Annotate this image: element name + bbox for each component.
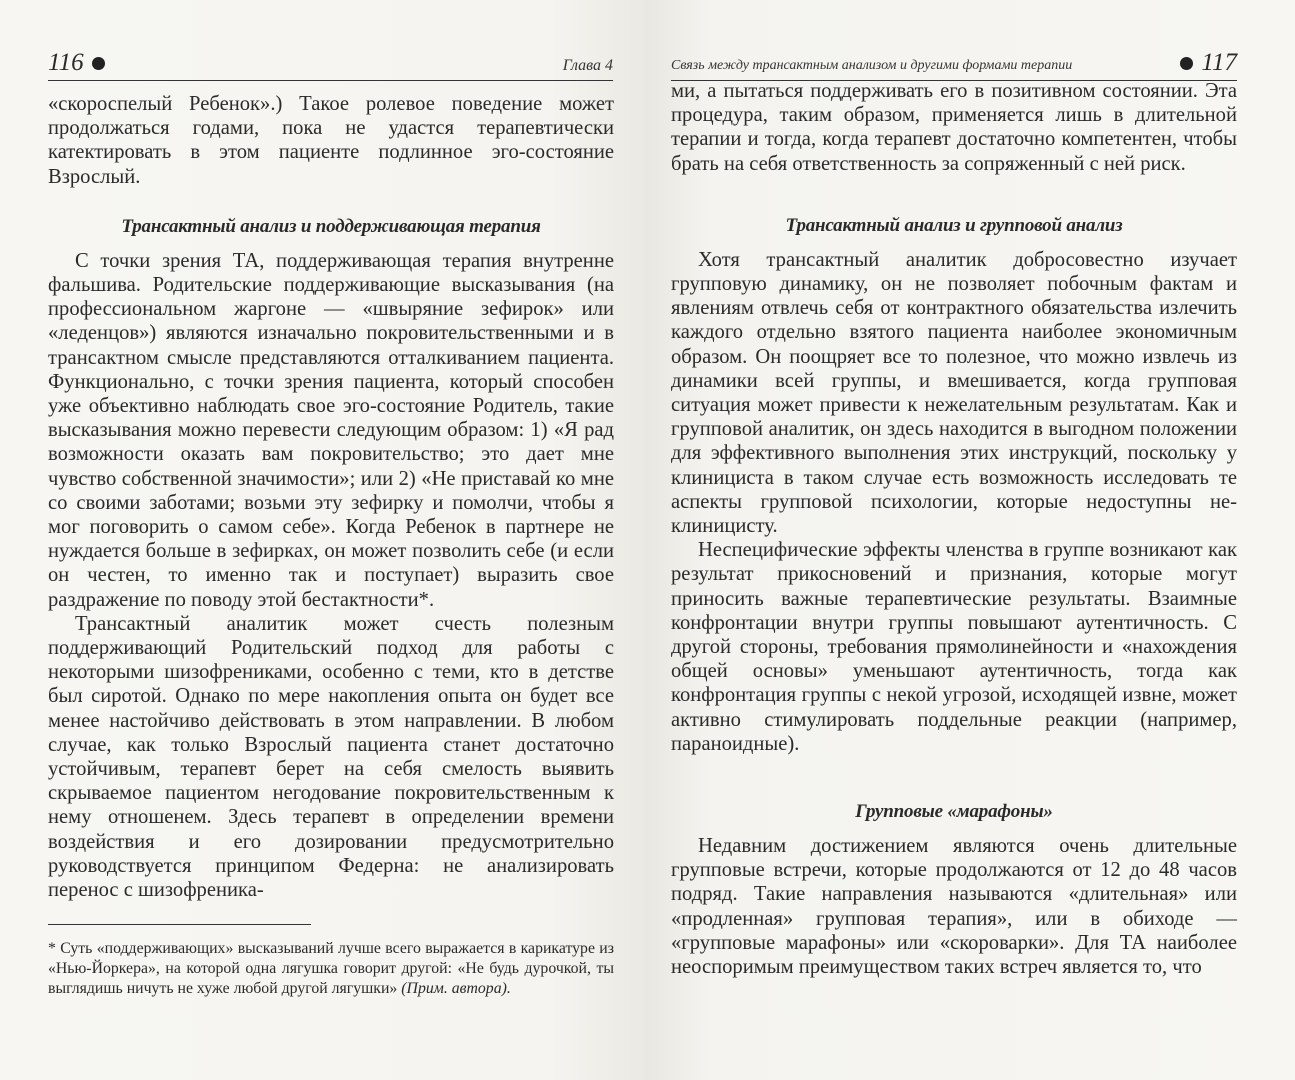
- bullet-icon: [1180, 57, 1193, 70]
- section-heading: Групповые «марафоны»: [855, 801, 1053, 823]
- paragraph: С точки зрения ТА, поддерживающая терапия внутренне фальшива. Родительские поддерживающие высказывания (на профессиональном жаргоне — «швыряние зефирок» или «леденцов») являются изначально покровительственными и в трансактном смысле представляются отталкиванием пациента. Функционально, с точки зрения пациента, который способен уже объективно наблюдать свое эго-состояние Родитель, такие высказывания можно перевести следующим образом: 1) «Я рад возможности оказать вам покровительство; это дает мне чувство собственной значимости»; или 2) «Не приставай ко мне со своими заботами; возьми эту зефирку и помолчи, чтобы я мог поговорить о самом себе». Когда Ребенок в партнере не нуждается больше в зефирках, он может позволить себе (и если он честен, то именно так и поступает) выразить свое раздражение по поводу этой бестактности*.: [48, 249, 614, 611]
- paragraph: Недавним достижением являются очень длительные групповые встречи, которые продолжаются от 12 до 48 часов подряд. Такие направления называются «длительная» или «продленная» групповая терапия», или в обиходе — «групповые марафоны» или «скороварки». Для ТА наиболее неоспоримым преимуществом таких встреч является то, что: [671, 835, 1237, 979]
- right-flow: [671, 79, 1237, 1050]
- left-page: [0, 0, 645, 1080]
- chapter-title: Глава 4: [562, 57, 613, 74]
- opening-paragraph: «скороспелый Ребенок».) Такое ролевое поведение может продолжаться годами, пока не удастся терапевтически катектировать в этом пациенте подлинное эго-состояние Взрослый.: [48, 93, 614, 188]
- right-body-text: [671, 79, 1237, 979]
- footnote-block: [48, 924, 614, 999]
- page-number-right: 117: [1180, 49, 1237, 80]
- running-section-title: Связь между трансактным анализом и другими формами терапии: [671, 58, 1073, 73]
- right-page: [645, 0, 1295, 1080]
- left-body-text: [48, 92, 614, 902]
- left-flow: [48, 92, 614, 1050]
- right-running-head: [671, 44, 1237, 81]
- footnote-text: * Суть «поддерживающих» высказываний лучше всего выражается в карикатуре из «Нью-Йоркера», на которой одна лягушка говорит другой: «Не будь дурочкой, ты выглядишь ничуть не хуже любой другой лягушки»: [48, 940, 614, 998]
- page-number-left: 116: [48, 49, 105, 80]
- bullet-icon: [92, 57, 105, 70]
- footnote-divider: [48, 924, 311, 925]
- footnote: [48, 939, 614, 999]
- paragraph: Неспецифические эффекты членства в группе возникают как результат прикосновений и признания, которые могут приносить важные терапевтические результаты. Взаимные конфронтации внутри группы повышают аутентичность. С другой стороны, требования прямолинейности и «нахождения общей основы» уменьшают аутентичность, тогда как конфронтация группы с некой угрозой, исходящей извне, может активно стимулировать поддельные реакции (например, параноидные).: [671, 539, 1237, 755]
- footnote-attribution: (Прим. автора).: [401, 980, 511, 998]
- section-heading: Трансактный анализ и групповой анализ: [785, 214, 1123, 236]
- section-heading: Трансактный анализ и поддерживающая терапия: [121, 215, 541, 237]
- left-running-head: [48, 44, 613, 81]
- paragraph: Хотя трансактный аналитик добросовестно изучает групповую динамику, он не позволяет побочным фактам и явлениям отвлечь себя от контрактного обязательства излечить каждого отдельно взятого пациента наиболее экономичным образом. Он поощряет все то полезное, что можно извлечь из динамики всей группы, и вмешивается, когда групповая ситуация может привести к нежелательным результатам. Как и групповой аналитик, он здесь находится в выгодном положении для эффективного выполнения этих инструкций, поскольку у клинициста в таком случае есть возможность исследовать те аспекты групповой психологии, которые недоступны не-клиницисту.: [671, 248, 1237, 538]
- paragraph: Трансактный аналитик может счесть полезным поддерживающий Родительский подход для работы с некоторыми шизофрениками, особенно с теми, кто в детстве был сиротой. Однако по мере накопления опыта он будет все менее настойчиво действовать в этом направлении. В любом случае, как только Взрослый пациента станет достаточно устойчивым, терапевт берет на себя смелость выявить скрываемое пациентом негодование покровительственным к нему отношенем. Здесь терапевт в определении времени воздействия и его дозировании предусмотрительно руководствуется принципом Федерна: не анализировать перенос с шизофреника-: [48, 612, 614, 902]
- opening-paragraph: ми, а пытаться поддерживать его в позитивном состоянии. Эта процедура, таким образом, применяется лишь в длительной терапии и тогда, когда терапевт достаточно компетентен, чтобы брать на себя ответственность за сопряженный с ней риск.: [671, 80, 1237, 175]
